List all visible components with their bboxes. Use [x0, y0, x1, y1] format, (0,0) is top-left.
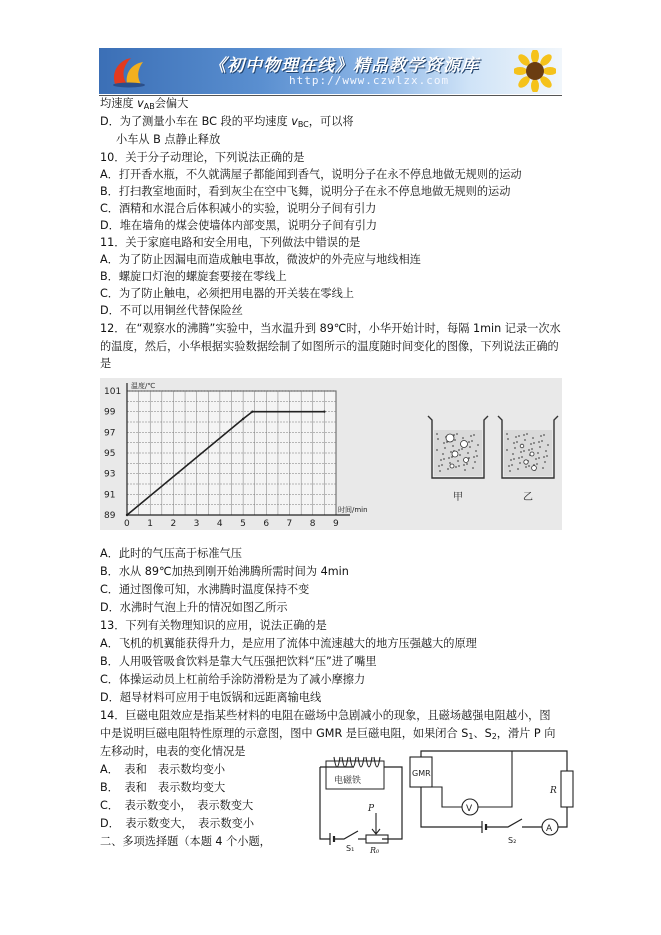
electromagnet-coil [334, 757, 380, 767]
water-dot [444, 447, 446, 449]
water-dot [520, 451, 522, 453]
banner-url[interactable]: http://www.czwlzx.com [289, 74, 450, 87]
water-dot [541, 440, 543, 442]
y-tick-label: 91 [104, 490, 116, 501]
water-dot [521, 456, 523, 458]
line-3: 小车从 B 点静止释放 [116, 133, 221, 146]
water-dot [476, 455, 478, 457]
water-dot [463, 464, 465, 466]
water-dot [477, 444, 479, 446]
water-dot [456, 433, 458, 435]
water-dot [441, 464, 443, 466]
water-dot [449, 462, 451, 464]
bubble [452, 451, 458, 457]
water-dot [473, 434, 475, 436]
voltmeter-label: V [466, 804, 473, 814]
water-dot [531, 448, 533, 450]
bubble [446, 434, 454, 442]
x-tick-label: 2 [170, 519, 177, 529]
x-tick-label: 9 [333, 519, 339, 529]
q10-option-d: D．堆在墙角的煤会使墙体内部变黑，说明分子间有引力 [100, 219, 378, 232]
water-dot [458, 465, 460, 467]
water-dot [442, 453, 444, 455]
rheostat-label: R₀ [370, 846, 380, 854]
switch-s1 [334, 831, 358, 839]
q11-option-b: B．螺旋口灯泡的螺旋套要接在零线上 [100, 270, 287, 283]
data-point [323, 410, 325, 412]
q13-option-b: B．人用吸管吸食饮料是靠大气压强把饮料“压”进了嘴里 [100, 655, 377, 668]
water-dot [455, 466, 457, 468]
q14-option-a: A． 表和 表示数均变小 [100, 763, 226, 776]
water-dot [443, 442, 445, 444]
water-dot [473, 456, 475, 458]
electromagnet-label: 电磁铁 [334, 776, 362, 786]
sunflower-icon [514, 50, 556, 92]
water-dot [530, 443, 532, 445]
water-dot [533, 442, 535, 444]
ammeter-label: A [546, 824, 553, 834]
gmr-circuit-diagram [312, 747, 576, 854]
water-dot [513, 442, 515, 444]
resistor-r [561, 771, 573, 807]
x-tick-label: 0 [124, 519, 130, 529]
water-dot [508, 465, 510, 467]
water-dot [464, 469, 466, 471]
x-axis-label: 时间/min [338, 506, 368, 514]
bubble [524, 460, 528, 464]
water-dot [454, 439, 456, 441]
resistor-label: R [550, 786, 557, 796]
header-banner [99, 48, 562, 94]
bubble [532, 466, 537, 471]
beaker-label: 乙 [523, 492, 533, 503]
x-tick-label: 6 [263, 519, 270, 529]
water-dot [547, 444, 549, 446]
y-tick-label: 89 [104, 511, 116, 521]
y-axis-label: 温度/℃ [131, 382, 156, 390]
y-tick-label: 101 [104, 387, 122, 397]
y-tick-label: 95 [104, 449, 116, 459]
y-tick-label: 97 [104, 428, 116, 439]
q13-stem: 13．下列有关物理知识的应用，说法正确的是 [100, 619, 327, 632]
q11-option-d: D．不可以用铜丝代替保险丝 [100, 304, 243, 317]
x-tick-label: 8 [309, 519, 316, 529]
water-dot [475, 450, 477, 452]
q12-option-c: C．通过图像可知，水沸腾时温度保持不变 [100, 583, 310, 596]
q11-option-c: C．为了防止触电，必须把用电器的开关装在零线上 [100, 287, 354, 300]
water-dot [517, 468, 519, 470]
water-dot [543, 456, 545, 458]
water-dot [538, 441, 540, 443]
switch-s2 [486, 819, 522, 827]
water-dot [546, 455, 548, 457]
water-dot [459, 454, 461, 456]
water-dot [539, 446, 541, 448]
slider-p-label: P [368, 804, 375, 814]
data-point [242, 418, 244, 420]
water-dot [523, 450, 525, 452]
q14-stem-line-1: 14．巨磁电阻效应是指某些材料的电阻在磁场中急剧减小的现象，且磁场越强电阻越小，图 [100, 709, 551, 722]
water-dot [506, 449, 508, 451]
water-dot [506, 433, 508, 435]
x-tick-label: 5 [240, 519, 246, 529]
gmr-label: GMR [412, 769, 431, 778]
water-dot [523, 434, 525, 436]
water-dot [472, 467, 474, 469]
x-tick-label: 7 [286, 519, 293, 529]
water-dot [438, 465, 440, 467]
y-tick-label: 93 [104, 469, 116, 480]
q14-option-b: B． 表和 表示数均变大 [100, 781, 226, 794]
beaker-label: 甲 [453, 492, 463, 503]
q13-option-a: A．飞机的机翼能获得升力，是应用了流体中流速越大的地方压强越大的原理 [100, 637, 477, 650]
bubble [450, 464, 454, 468]
water-dot [514, 447, 516, 449]
q11-option-a: A．为了防止因漏电而造成触电事故，微波炉的外壳应与地线相连 [100, 253, 421, 266]
line-1: 均速度 $v_{AB}$会偏大 [100, 97, 189, 111]
water-dot [524, 439, 526, 441]
water-dot [545, 450, 547, 452]
bubble [461, 441, 468, 448]
water-dot [462, 437, 464, 439]
q13-option-d: D．超导材料可应用于电饭锅和远距离输电线 [100, 691, 322, 704]
water-dot [458, 449, 460, 451]
q14-stem-line-2: 中是说明巨磁电阻特性原理的示意图，图中 GMR 是巨磁电阻，如果闭合 $S_1$、$S_2$，滑片 P 向 [100, 727, 556, 741]
water-dot [436, 449, 438, 451]
q14-option-c: C． 表示数变小， 表示数变大 [100, 799, 254, 812]
data-point [251, 410, 253, 412]
q12-option-a: A．此时的气压高于标准气压 [100, 547, 242, 560]
water-dot [471, 440, 473, 442]
water-dot [512, 453, 514, 455]
water-dot [532, 437, 534, 439]
water-dot [439, 470, 441, 472]
water-dot [510, 459, 512, 461]
water-dot [518, 457, 520, 459]
bubble [530, 452, 534, 456]
water-dot [525, 466, 527, 468]
beaker-water [504, 430, 552, 476]
q12-option-d: D．水沸时气泡上升的情况如图乙所示 [100, 601, 288, 614]
switch-s2-label: S₂ [508, 836, 517, 845]
x-tick-label: 3 [193, 519, 200, 529]
slider-p-arrow [372, 813, 380, 834]
water-dot [457, 460, 459, 462]
q10-option-c: C．酒精和水混合后体积减小的实验，说明分子间有引力 [100, 202, 377, 215]
section-2-heading: 二、多项选择题（本题 4 个小题， [100, 835, 271, 848]
y-tick-label: 99 [104, 407, 116, 418]
water-dot [466, 463, 468, 465]
temperature-chart [100, 378, 562, 530]
water-dot [544, 461, 546, 463]
q13-option-c: C．体操运动员上杠前给手涂防滑粉是为了减小摩擦力 [100, 673, 366, 686]
water-dot [443, 458, 445, 460]
q14-option-d: D． 表示数变大， 表示数变小 [100, 817, 255, 830]
data-point [126, 514, 128, 516]
water-dot [537, 452, 539, 454]
q11-stem: 11．关于家庭电路和安全用电，下列做法中错误的是 [100, 236, 361, 249]
water-dot [437, 438, 439, 440]
q14-stem-line-3: 左移动时，电表的变化情况是 [100, 745, 246, 758]
water-dot [448, 457, 450, 459]
q10-option-a: A．打开香水瓶，不久就满屋子都能闻到香气，说明分子在永不停息地做无规则的运动 [100, 168, 522, 181]
water-dot [526, 433, 528, 435]
water-dot [474, 461, 476, 463]
water-dot [536, 463, 538, 465]
water-dot [447, 468, 449, 470]
banner-title: 《初中物理在线》精品教学资源库 [209, 56, 479, 76]
water-dot [468, 441, 470, 443]
x-tick-label: 1 [147, 519, 153, 529]
water-dot [519, 462, 521, 464]
water-dot [535, 458, 537, 460]
line-2: D．为了测量小车在 BC 段的平均速度 $v_{BC}$，可以将 [100, 115, 354, 129]
bubble [464, 458, 469, 463]
water-dot [513, 458, 515, 460]
water-dot [516, 441, 518, 443]
water-dot [528, 449, 530, 451]
water-dot [518, 435, 520, 437]
water-dot [450, 451, 452, 453]
q12-figure [100, 378, 562, 530]
water-dot [440, 459, 442, 461]
water-dot [509, 470, 511, 472]
bubble [520, 444, 524, 448]
q10-option-b: B．打扫教室地面时，看到灰尘在空中飞舞，说明分子在永不停息地做无规则的运动 [100, 185, 511, 198]
water-dot [436, 433, 438, 435]
water-dot [511, 464, 513, 466]
water-dot [542, 467, 544, 469]
water-dot [469, 446, 471, 448]
x-tick-label: 4 [216, 519, 223, 529]
water-dot [540, 435, 542, 437]
q10-stem: 10．关于分子动理论，下列说法正确的是 [100, 151, 305, 164]
water-dot [543, 434, 545, 436]
water-dot [452, 445, 454, 447]
water-dot [528, 465, 530, 467]
q12-option-b: B．水从 89℃加热到刚开始沸腾所需时间为 4min [100, 565, 349, 578]
water-dot [515, 436, 517, 438]
water-dot [507, 438, 509, 440]
water-dot [470, 435, 472, 437]
water-dot [461, 448, 463, 450]
q12-stem: 12．在“观察水的沸腾”实验中，当水温升到 89℃时，小华开始计时，每隔 1min 记录一次水的温度，然后，小华根据实验数据绘制了如图所示的温度随时间变化的图像，下列说法正确的是 [100, 322, 561, 371]
water-dot [467, 452, 469, 454]
switch-s1-label: S₁ [346, 844, 355, 853]
logo-icon [109, 54, 149, 88]
water-dot [538, 457, 540, 459]
